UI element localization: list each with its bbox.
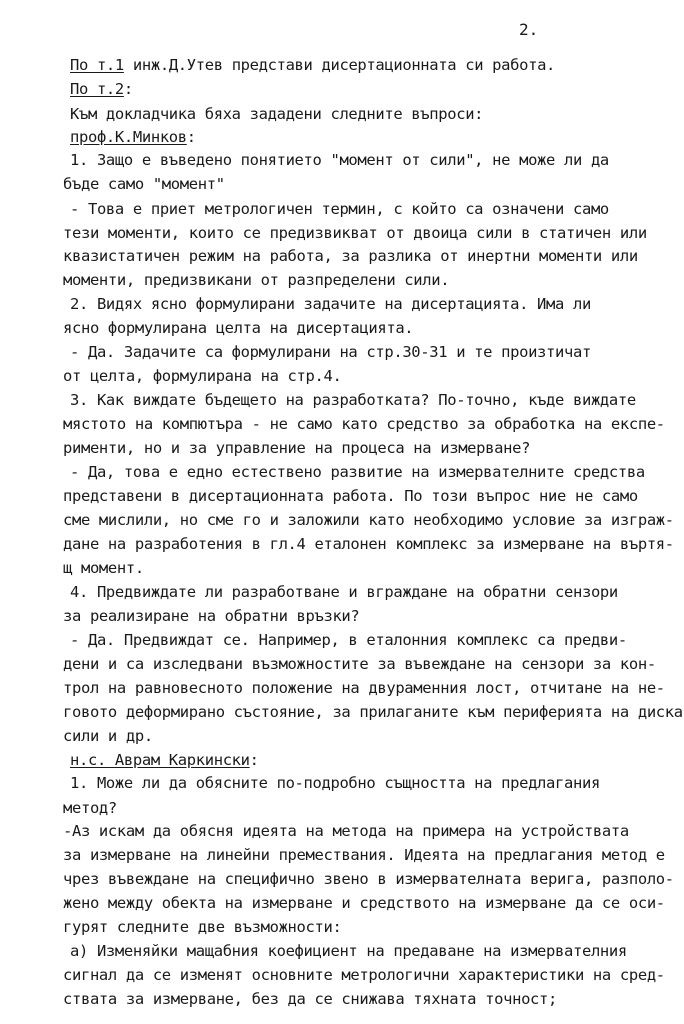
text-line (63, 725, 153, 747)
text-line (63, 820, 629, 842)
text-line (63, 533, 674, 555)
line-text: - Да. Задачите са формулирани на стр.30-31 и те произтичат (70, 343, 591, 361)
text-line (63, 964, 665, 986)
line-text: тези моменти, които се предизвикват от двоица сили в статичен или (63, 224, 647, 242)
text-line (70, 749, 259, 771)
line-text: - Това е приет метрологичен термин, с който са означени само (70, 200, 609, 218)
text-line (63, 365, 341, 387)
line-text: Към докладчика бяха зададени следните въпроси: (70, 105, 484, 123)
text-line (63, 222, 647, 244)
line-text: представени в дисертационната работа. По този въпрос ние не само (63, 487, 638, 505)
text-line (70, 149, 609, 171)
text-line (70, 293, 591, 315)
underlined-heading: По т.1 (70, 56, 124, 74)
underlined-heading: По т.2 (70, 80, 124, 98)
text-line (70, 54, 555, 76)
line-text: 2. Видях ясно формулирани задачите на дисертацията. Има ли (70, 295, 591, 313)
text-line (70, 78, 133, 100)
text-line (63, 653, 656, 675)
line-text: бъде само "момент" (63, 175, 225, 193)
text-line (70, 461, 645, 483)
text-line (63, 677, 665, 699)
text-line (63, 509, 674, 531)
line-text: : (123, 80, 133, 98)
line-text: 4. Предвиждате ли разработване и вграждане на обратни сензори (70, 583, 618, 601)
text-line (63, 605, 359, 627)
text-line (70, 103, 483, 125)
line-text: сигнал да се изменят основните метрологични характеристики на сред- (63, 966, 665, 984)
text-line (70, 940, 627, 962)
line-text: ясно формулирана целта на дисертацията. (63, 319, 414, 337)
text-line (63, 557, 144, 579)
line-text: от целта, формулирана на стр.4. (63, 367, 342, 385)
line-text: чрез въвеждане на специфично звено в измервателната верига, разполо- (63, 870, 674, 888)
line-text: дане на разработения в гл.4 еталонен комплекс за измерване на въртя- (63, 535, 674, 553)
line-text: говото деформирано състояние, за прилаганите към периферията на диска (63, 703, 683, 721)
text-line (70, 198, 609, 220)
text-line (70, 581, 618, 603)
page-number: 2. (519, 20, 539, 39)
line-text: 1. Защо е въведено понятието "момент от сили", не може ли да (70, 151, 609, 169)
line-text: за измерване на линейни премествания. Идеята на предлагания метод е (63, 846, 665, 864)
line-text: сили и др. (63, 727, 153, 745)
line-text: сме мислили, но сме го и заложили като необходимо условие за изграж- (63, 511, 674, 529)
line-text: инж.Д.Утев представи дисертационната си работа. (123, 56, 556, 74)
text-line (63, 701, 683, 723)
text-line (63, 317, 413, 339)
line-text: жено между обекта на измерване и средството на измерване да се оси- (63, 894, 665, 912)
line-text: - Да. Предвиждат се. Например, в еталонния комплекс са предви- (70, 631, 627, 649)
text-line (63, 413, 665, 435)
line-text: щ момент. (63, 559, 144, 577)
text-line (63, 269, 449, 291)
line-text: - Да, това е едно естествено развитие на измервателните средства (70, 463, 645, 481)
text-line (70, 772, 600, 794)
text-line (63, 797, 117, 819)
line-text: дени и са изследвани възможностите за въвеждане на сензори за кон- (63, 655, 656, 673)
line-text: гурят следните две възможности: (63, 918, 342, 936)
underlined-heading: н.с. Аврам Каркински (70, 751, 250, 769)
line-text: моменти, предизвикани от разпределени сили. (63, 271, 450, 289)
text-line (63, 988, 557, 1010)
text-line (63, 916, 341, 938)
line-text: квазистатичен режим на работа, за разлика от инертни моменти или (63, 247, 638, 265)
text-line (63, 245, 638, 267)
text-line (70, 389, 636, 411)
underlined-heading: проф.К.Минков (70, 128, 187, 146)
text-line (70, 341, 591, 363)
line-text: ствата за измерване, без да се снижава тяхната точност; (63, 990, 557, 1008)
line-text: а) Изменяйки мащабния коефициент на предаване на измервателния (70, 942, 627, 960)
text-line (63, 868, 674, 890)
text-line (70, 126, 196, 148)
text-line (63, 173, 225, 195)
line-text: за реализиране на обратни връзки? (63, 607, 360, 625)
text-line (63, 844, 665, 866)
line-text: 3. Как виждате бъдещето на разработката? По-точно, къде виждате (70, 391, 636, 409)
text-line (70, 629, 627, 651)
text-line (63, 892, 665, 914)
line-text: рименти, но и за управление на процеса на измерване? (63, 439, 531, 457)
text-line (63, 437, 530, 459)
line-text: 1. Може ли да обясните по-подробно същността на предлагания (70, 774, 600, 792)
line-text: трол на равновесното положение на двураменния лост, отчитане на не- (63, 679, 665, 697)
text-line (63, 485, 638, 507)
line-text: мястото на компютъра - не само като средство за обработка на експе- (63, 415, 665, 433)
line-text: : (186, 128, 196, 146)
line-text: метод? (63, 799, 117, 817)
line-text: -Аз искам да обясня идеята на метода на примера на устройствата (63, 822, 629, 840)
line-text: : (249, 751, 259, 769)
